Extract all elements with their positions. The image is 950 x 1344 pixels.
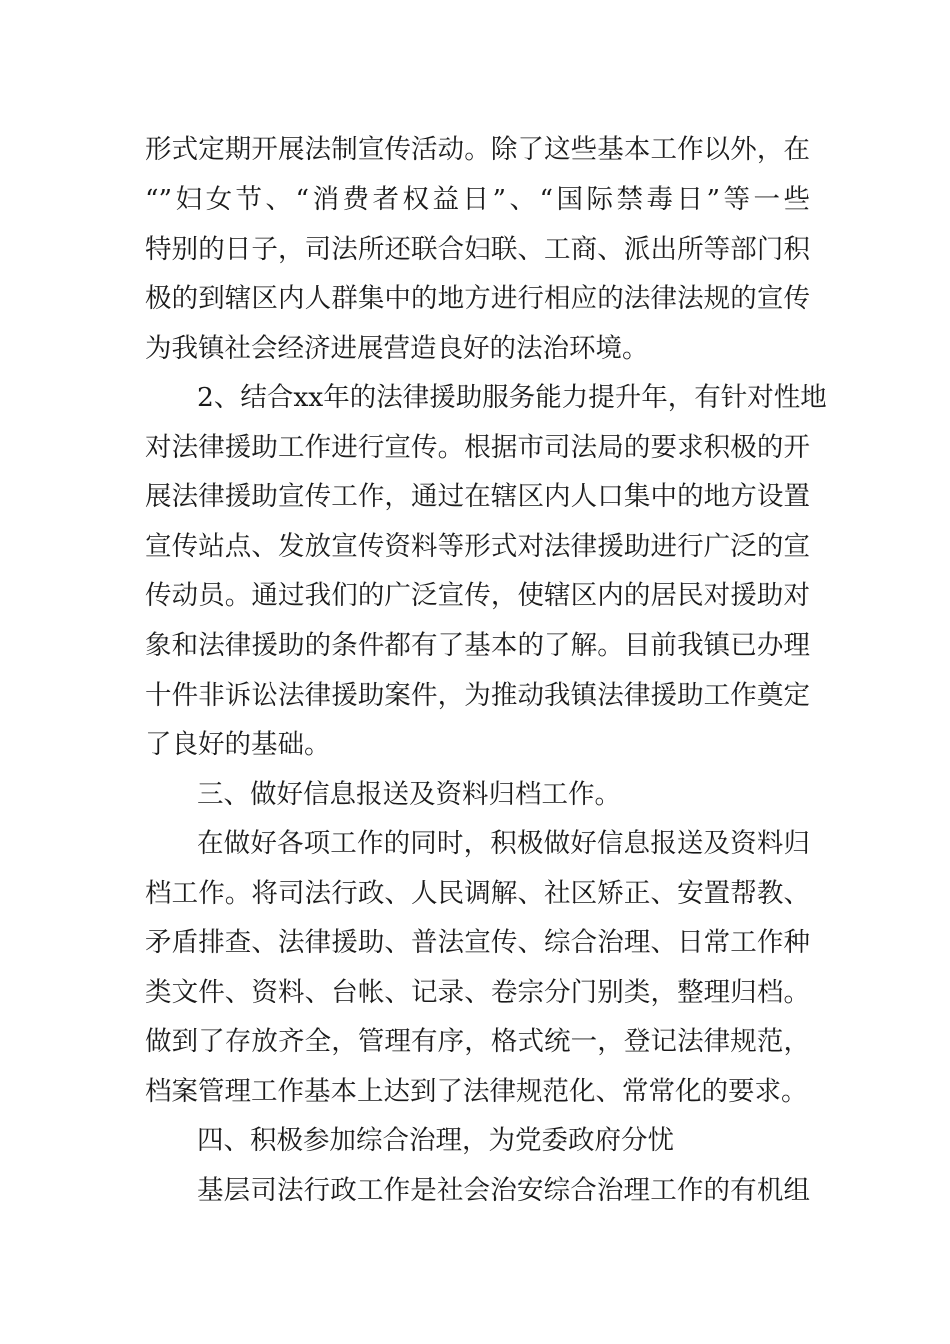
text-line-6: 2、结合xx年的法律援助服务能力提升年，有针对性地 [197, 382, 827, 413]
text-line-1: 形式定期开展法制宣传活动。除了这些基本工作以外，在 [145, 134, 810, 165]
text-line-9: 宣传站点、发放宣传资料等形式对法律援助进行广泛的宣 [145, 531, 810, 562]
text-line-12: 十件非诉讼法律援助案件，为推动我镇法律援助工作奠定 [145, 680, 810, 711]
text-line-4: 极的到辖区内人群集中的地方进行相应的法律法规的宣传 [145, 283, 810, 314]
text-line-5: 为我镇社会经济进展营造良好的法治环境。 [145, 333, 649, 364]
text-line-8: 展法律援助宣传工作，通过在辖区内人口集中的地方设置 [145, 481, 810, 512]
text-line-10: 传动员。通过我们的广泛宣传，使辖区内的居民对援助对 [145, 580, 810, 611]
text-line-15: 在做好各项工作的同时，积极做好信息报送及资料归 [197, 828, 810, 859]
text-line-7: 对法律援助工作进行宣传。根据市司法局的要求积极的开 [145, 432, 810, 463]
text-line-3: 特别的日子，司法所还联合妇联、工商、派出所等部门积 [145, 234, 810, 265]
text-line-13: 了良好的基础。 [145, 729, 331, 760]
text-line-18: 类文件、资料、台帐、记录、卷宗分门别类，整理归档。 [145, 977, 810, 1008]
text-line-19: 做到了存放齐全，管理有序，格式统一，登记法律规范， [145, 1026, 810, 1057]
text-line-16: 档工作。将司法行政、人民调解、社区矫正、安置帮教、 [145, 878, 810, 909]
section-heading-3: 三、做好信息报送及资料归档工作。 [197, 779, 621, 810]
section-heading-4: 四、积极参加综合治理，为党委政府分忧 [197, 1125, 674, 1156]
text-line-2: “”妇女节、“消费者权益日”、“国际禁毒日”等一些 [145, 184, 810, 215]
text-line-17: 矛盾排查、法律援助、普法宣传、综合治理、日常工作种 [145, 927, 810, 958]
text-line-11: 象和法律援助的条件都有了基本的了解。目前我镇已办理 [145, 630, 810, 661]
text-line-20: 档案管理工作基本上达到了法律规范化、常常化的要求。 [145, 1076, 808, 1107]
text-line-22: 基层司法行政工作是社会治安综合治理工作的有机组 [197, 1175, 810, 1206]
